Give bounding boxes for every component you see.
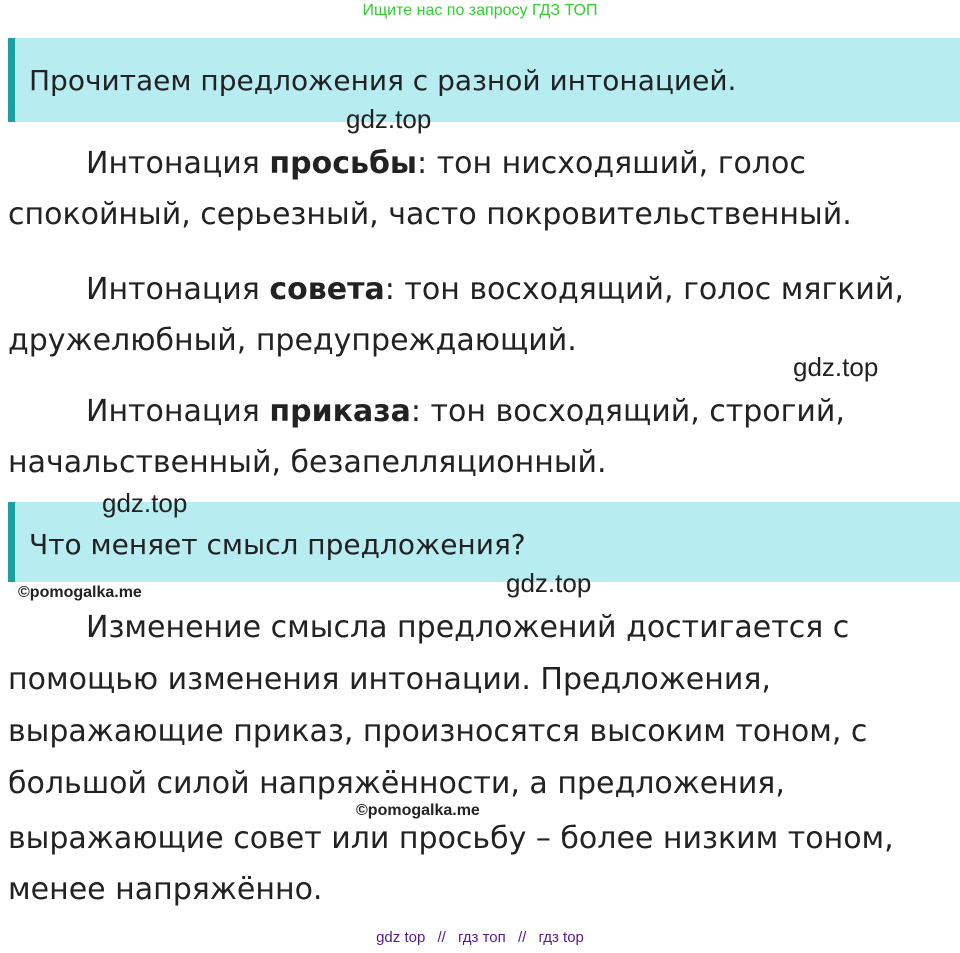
answer-line: Изменение смысла предложений достигается с	[86, 610, 850, 645]
copyright-label: ©pomogalka.me	[18, 584, 142, 601]
answer-line: помощью изменения интонации. Предложения,	[8, 662, 771, 697]
watermark: gdz.top	[102, 488, 188, 518]
heading-1: Прочитаем предложения с разной интонацией.	[29, 64, 737, 97]
intonation-line: начальственный, безапелляционный.	[8, 445, 607, 480]
footer-separator: //	[517, 929, 527, 946]
answer-line: выражающие приказ, произносятся высоким тоном, с	[8, 714, 868, 749]
answer-line: выражающие совет или просьбу – более низким тоном,	[8, 821, 894, 856]
footer-link[interactable]: гдз топ	[458, 929, 506, 946]
footer-link[interactable]: гдз top	[538, 929, 584, 946]
footer-separator: //	[437, 929, 446, 946]
intonation-line: спокойный, серьезный, часто покровительственный.	[8, 197, 852, 232]
footer-link[interactable]: gdz top	[376, 929, 426, 946]
intonation-term: просьбы	[269, 146, 418, 181]
watermark: gdz.top	[346, 104, 432, 134]
intonation-line: Интонация совета: тон восходящий, голос мягкий,	[86, 272, 904, 307]
watermark: gdz.top	[506, 568, 592, 598]
copyright-label: ©pomogalka.me	[356, 802, 480, 819]
intonation-term: совета	[269, 272, 385, 307]
top-banner: Ищите нас по запросу ГДЗ ТОП	[362, 2, 598, 19]
answer-line: менее напряжённо.	[8, 872, 323, 907]
watermark: gdz.top	[793, 352, 879, 382]
heading-box-1	[8, 38, 960, 122]
heading-2: Что меняет смысл предложения?	[29, 528, 526, 561]
intonation-term: приказа	[269, 394, 411, 429]
intonation-line: дружелюбный, предупреждающий.	[8, 323, 577, 358]
answer-line: большой силой напряжённости, а предложения,	[8, 766, 785, 801]
footer-links	[0, 929, 960, 946]
intonation-line: Интонация просьбы: тон нисходяший, голос	[86, 146, 806, 181]
intonation-line: Интонация приказа: тон восходящий, строгий,	[86, 394, 845, 429]
